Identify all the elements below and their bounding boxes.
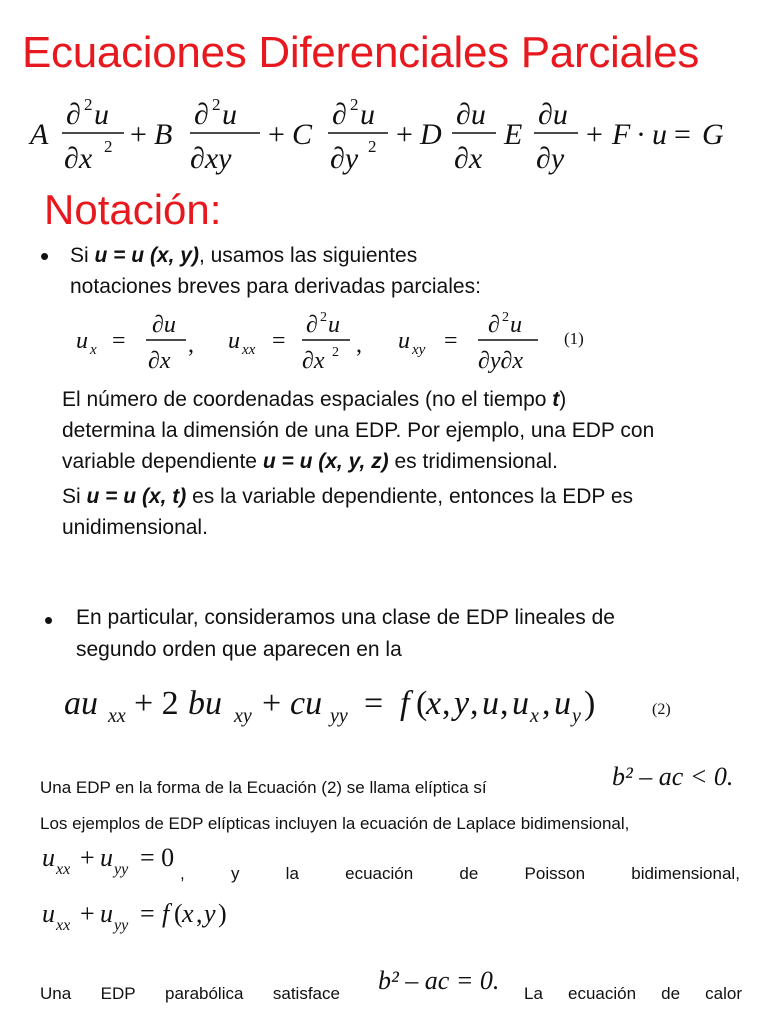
svg-text:x: x (426, 685, 442, 722)
elliptic-line3 (180, 864, 740, 884)
svg-text:∂y∂x: ∂y∂x (478, 348, 524, 374)
svg-text:xy: xy (234, 705, 252, 727)
svg-text:∂: ∂ (306, 312, 318, 338)
equation-2-label: (2) (652, 701, 671, 718)
svg-text:cu: cu (290, 685, 323, 722)
text: variable dependiente (62, 450, 263, 473)
word: satisface (272, 984, 340, 1003)
svg-text:x: x (90, 342, 97, 358)
elliptic-line1: Una EDP en la forma de la Ecuación (2) se llama elíptica sí (40, 778, 487, 797)
svg-text:xx: xx (56, 861, 71, 878)
svg-text:yy: yy (330, 705, 348, 727)
svg-text:xx: xx (56, 917, 71, 934)
bullet-dot: • (44, 605, 54, 635)
svg-text:=: = (444, 328, 458, 354)
svg-text:x: x (182, 899, 194, 928)
bullet1-line2: notaciones breves para derivadas parciales: (70, 275, 481, 298)
svg-text:x: x (530, 705, 539, 727)
svg-text:B: B (154, 118, 173, 151)
word: y (230, 864, 240, 883)
svg-text:bu: bu (188, 685, 222, 722)
svg-text:xx: xx (108, 705, 126, 727)
svg-text:,: , (442, 685, 451, 722)
svg-text:u: u (482, 685, 499, 722)
svg-text:u: u (100, 899, 113, 928)
svg-text:∂u: ∂u (152, 312, 176, 338)
text: Si (70, 244, 95, 267)
svg-text:F: F (612, 118, 631, 151)
svg-text:=: = (674, 118, 691, 151)
svg-text:=: = (112, 328, 126, 354)
svg-text:u: u (222, 98, 237, 131)
word: Poisson (524, 864, 586, 883)
svg-text:u: u (42, 843, 55, 872)
text: El número de coordenadas espaciales (no el tiempo (62, 388, 553, 411)
text: es la variable dependiente, entonces la EDP es (186, 485, 634, 508)
svg-text:u: u (512, 685, 529, 722)
svg-text:∂: ∂ (488, 312, 500, 338)
svg-text:∂x: ∂x (302, 348, 325, 374)
svg-text:,: , (356, 332, 362, 358)
svg-text:f: f (400, 685, 410, 722)
parabolic-tail (524, 984, 742, 1004)
svg-text:2: 2 (320, 310, 327, 325)
svg-text:∂: ∂ (332, 98, 347, 131)
svg-text:2: 2 (502, 310, 509, 325)
svg-text:(: ( (174, 899, 183, 928)
svg-text:+: + (262, 685, 282, 722)
svg-text:au: au (64, 685, 98, 722)
svg-text:,: , (188, 332, 194, 358)
svg-text:·: · (636, 118, 646, 151)
equation-2 (64, 676, 704, 740)
expr: t (552, 388, 560, 411)
svg-text:G: G (702, 118, 724, 151)
svg-text:y: y (204, 899, 216, 928)
svg-text:+: + (130, 118, 147, 151)
text: Si (62, 485, 87, 508)
main-equation (26, 88, 746, 180)
text: es tridimensional. (388, 450, 558, 473)
word: , (180, 864, 185, 883)
svg-text:xx: xx (242, 342, 256, 358)
svg-text:∂: ∂ (194, 98, 209, 131)
svg-text:): ) (218, 899, 227, 928)
svg-text:2: 2 (368, 137, 377, 156)
svg-text:u: u (76, 328, 88, 354)
svg-text:∂x: ∂x (148, 348, 171, 374)
svg-text:∂u: ∂u (456, 98, 486, 131)
svg-text:u: u (94, 98, 109, 131)
svg-text:u: u (100, 843, 113, 872)
svg-text:+: + (586, 118, 603, 151)
svg-text:=: = (272, 328, 286, 354)
text: ) (559, 388, 567, 411)
text: , usamos las siguientes (198, 244, 418, 267)
svg-text:+ 2: + 2 (134, 685, 179, 722)
word: de (459, 864, 479, 883)
svg-text:= 0: = 0 (140, 843, 175, 872)
expr: u = u (x, t) (86, 485, 187, 508)
svg-text:2: 2 (212, 95, 221, 114)
svg-text:u: u (652, 118, 667, 151)
svg-text:): ) (584, 685, 596, 722)
svg-text:2: 2 (332, 345, 339, 360)
para1-line2: determina la dimensión de una EDP. Por ejemplo, una EDP con (62, 419, 655, 442)
svg-text:∂: ∂ (66, 98, 81, 131)
svg-text:∂y: ∂y (536, 142, 565, 175)
svg-text:2: 2 (104, 137, 113, 156)
svg-text:+: + (396, 118, 413, 151)
svg-text:2: 2 (84, 95, 93, 114)
svg-text:y: y (572, 705, 581, 727)
svg-text:,: , (500, 685, 509, 722)
equation-1 (74, 304, 634, 378)
svg-text:+: + (80, 899, 95, 928)
elliptic-condition: b² – ac < 0. (612, 762, 734, 791)
para1-line4 (62, 481, 633, 512)
coef-a: A (30, 118, 49, 151)
word: ecuación (568, 984, 637, 1003)
svg-text:E: E (504, 118, 523, 151)
svg-text:y: y (454, 685, 470, 722)
svg-text:u: u (554, 685, 571, 722)
svg-text:yy: yy (114, 917, 129, 934)
word: parabólica (165, 984, 244, 1003)
laplace-equation (42, 838, 202, 882)
expr: u = u (x, y, z) (262, 450, 389, 473)
svg-text:D: D (420, 118, 442, 151)
poisson-equation (42, 894, 262, 938)
bullet1-line1 (70, 240, 417, 271)
svg-text:u: u (360, 98, 375, 131)
svg-text:u: u (510, 312, 522, 338)
para1-line3 (62, 446, 558, 477)
svg-text:f: f (162, 899, 170, 928)
svg-text:∂x: ∂x (64, 142, 93, 175)
svg-text:∂xy: ∂xy (190, 142, 232, 175)
page-title: Ecuaciones Diferenciales Parciales (22, 28, 700, 77)
word: EDP (100, 984, 136, 1003)
word: ecuación (345, 864, 414, 883)
svg-text:2: 2 (350, 95, 359, 114)
word: Una (40, 984, 72, 1003)
svg-text:C: C (292, 118, 313, 151)
parabolic-line (40, 984, 340, 1004)
svg-text:(: ( (416, 685, 428, 722)
word: bidimensional, (631, 864, 740, 883)
svg-text:,: , (470, 685, 479, 722)
word: de (661, 984, 681, 1003)
para1-line5: unidimensional. (62, 516, 208, 539)
svg-text:∂u: ∂u (538, 98, 568, 131)
svg-text:xy: xy (412, 342, 426, 358)
svg-text:∂y: ∂y (330, 142, 359, 175)
svg-text:+: + (268, 118, 285, 151)
bullet-dot: • (40, 241, 50, 271)
svg-text:+: + (80, 843, 95, 872)
svg-text:u: u (398, 328, 410, 354)
para1-line1 (62, 384, 566, 415)
bullet2-line2: segundo orden que aparecen en la (76, 638, 402, 661)
svg-text:u: u (328, 312, 340, 338)
elliptic-line2: Los ejemplos de EDP elípticas incluyen la ecuación de Laplace bidimensional, (40, 814, 630, 833)
parabolic-condition: b² – ac = 0. (378, 966, 500, 995)
svg-text:u: u (42, 899, 55, 928)
svg-text:yy: yy (114, 861, 129, 878)
svg-text:∂x: ∂x (454, 142, 483, 175)
svg-text:=: = (364, 685, 384, 722)
expr: u = u (x, y) (94, 244, 199, 267)
svg-text:=: = (140, 899, 155, 928)
svg-text:,: , (542, 685, 551, 722)
svg-text:u: u (228, 328, 240, 354)
word: calor (705, 984, 742, 1003)
equation-1-label: (1) (564, 329, 584, 348)
word: la (285, 864, 299, 883)
bullet2-line1: En particular, consideramos una clase de EDP lineales de (76, 606, 615, 629)
section-heading: Notación: (44, 186, 222, 233)
svg-text:,: , (196, 899, 203, 928)
word: La (524, 984, 543, 1003)
